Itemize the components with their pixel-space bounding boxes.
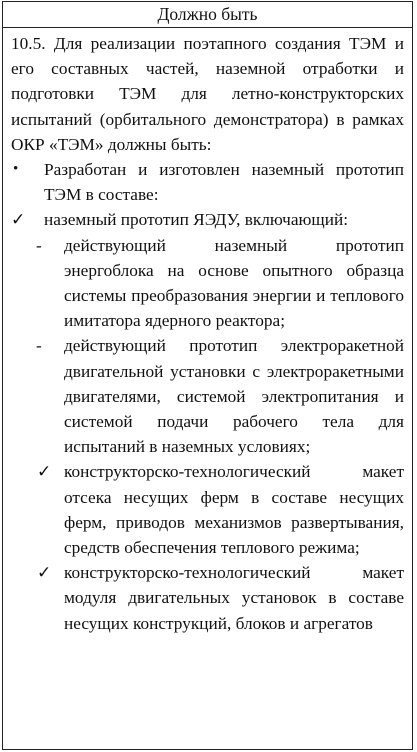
list-item (11, 560, 404, 636)
list-item-text: конструкторско-технологический макет модуля двигательных установок в составе несущих конструкций, блоков и агрегатов (64, 563, 404, 633)
list-item-text: Разработан и изготовлен наземный прототип ТЭМ в составе: (44, 160, 404, 205)
list-item-text: действующий наземный прототип энергоблока на основе опытного образца системы преобразования энергии и теплового имитатора ядерного реактора; (64, 235, 404, 331)
list-item (11, 157, 404, 207)
list-item-text: действующий прототип электроракетной двигательной установки с электроракетными двигателями, системой электропитания и системой подачи рабочего тела для испытаний в наземных условиях; (64, 336, 404, 457)
intro-paragraph: 10.5. Для реализации поэтапного создания ТЭМ и его составных частей, наземной отработки и подготовки ТЭМ для летно-конструкторских испытаний (орбитального демонстратора) в рамках ОКР «ТЭМ» должны быть: (11, 34, 404, 154)
list-item (11, 459, 404, 560)
column-header: Должно быть (3, 2, 412, 28)
list-item-text: наземный прототип ЯЭДУ, включающий: (44, 210, 349, 230)
list-item (11, 233, 404, 334)
requirements-list (11, 157, 404, 636)
list-item-text: конструкторско-технологический макет отсека несущих ферм в составе несущих ферм, приводов механизмов развертывания, средств обеспечения теплового режима; (64, 462, 404, 558)
cell-content (3, 28, 412, 636)
checkmark-icon: ✓ (11, 210, 26, 230)
dash-marker: - (36, 336, 42, 356)
checkmark-icon: ✓ (37, 563, 52, 583)
checkmark-icon: ✓ (37, 462, 52, 482)
list-item (11, 207, 404, 232)
dash-marker: - (36, 235, 42, 255)
bullet-icon: • (13, 161, 19, 178)
list-item (11, 333, 404, 459)
document-table-cell (2, 1, 413, 750)
